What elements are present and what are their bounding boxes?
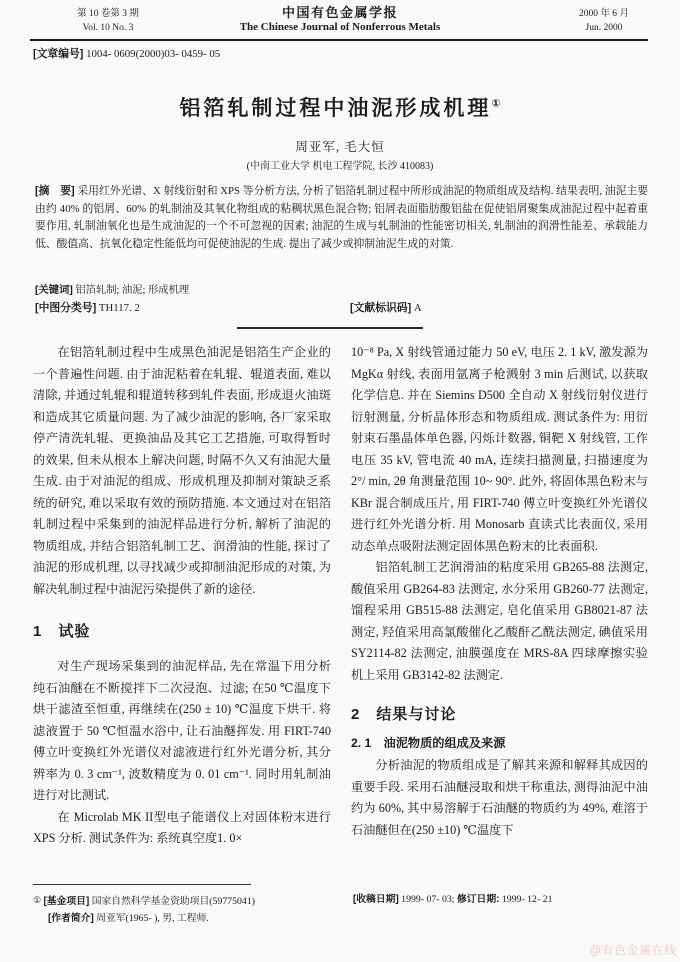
footnote	[33, 892, 660, 927]
abstract-label: [摘 要]	[35, 185, 75, 197]
doc-code-label: [文献标识码]	[350, 302, 412, 314]
section-divider-rule	[237, 327, 423, 329]
affiliation: (中南工业大学 机电工程学院, 长沙 410083)	[246, 161, 434, 172]
footnote-row-2	[48, 911, 660, 928]
authors: 周亚军, 毛大恒	[295, 140, 385, 154]
journal-title-en: The Chinese Journal of Nonferrous Metals	[239, 21, 441, 33]
left-column	[33, 342, 331, 850]
intro-paragraph: 在铝箔轧制过程中生成黑色油泥是铝箔生产企业的一个普遍性问题. 由于油泥粘着在轧辊、辊道表面, 难以清除, 并通过轧辊和辊道转移到轧件表面, 形成退火油斑和造成其它质量问题. 为了减少油泥的影响, 各厂家采取停产清洗轧辊、更换油品及其它工艺措施, 可取得暂时的效果, 但未从根本上解决问题, 时隔不久又有油泥大量生成. 由于对油泥的组成、形成机理及抑制对策缺乏系统的研究, 难以采取有效的预防措施. 本文通过对在铝箔轧制过程中采集到的油泥样品进行分析, 解析了油泥的物质组成, 并结合铝箔轧制工艺、润滑油的性能, 探讨了油泥的形成机理, 以寻找减少或抑制油泥形成的对策, 为解决轧制过程中油泥污染提供了新的途径.	[33, 345, 331, 596]
revised-date: 1999- 12- 21	[499, 894, 553, 905]
right-column	[351, 342, 648, 841]
doc-code-group	[350, 300, 422, 315]
section-2-heading: 2 结果与讨论	[351, 706, 457, 723]
clc-label: [中图分类号]	[35, 302, 97, 314]
received-label: [收稿日期]	[353, 894, 399, 905]
section-1-paragraph-2-continued: 10⁻⁸ Pa, X 射线管通过能力 50 eV, 电压 2. 1 kV, 激发源为 MgKα 射线, 表面用氩离子枪溅射 3 min 后测试, 以获取化学信息. 并在 Siemins D500 全自动 X 射线衍射仪进行衍射测量, 分析晶体形态和物质组成. 测试条件为: 用衍射束石墨晶体单色器, 闪烁计数器, 铜靶 X 射线管, 工作电压 35 kV, 管电流 40 mA, 连续扫描测量, 扫描速度为 2°/ min, 2θ 角测量范围 10~ 90°. 此外, 将固体黑色粉末与 KBr 混合制成压片, 用 FIRT-740 傅立叶变换红外光谱仪进行红外光谱分析. 用 Monosarb 直读式比表面仪, 采用动态单点吸附法测定固体黑色粉末的比表面积.	[351, 345, 648, 553]
footnote-rule	[33, 884, 251, 885]
fund-text: 国家自然科学基金资助项目(59775041)	[89, 896, 255, 907]
title-text: 铝箔轧制过程中油泥形成机理	[179, 97, 492, 120]
date-cn: 2000 年 6 月	[579, 9, 629, 19]
journal-title-cn: 中国有色金属学报	[281, 5, 398, 20]
section-1-paragraph-2: 在 Microlab MK II型电子能谱仪上对固体粉末进行 XPS 分析. 测试条件为: 系统真空度1. 0×	[33, 809, 331, 845]
abstract	[35, 183, 648, 253]
revised-label: 修订日期:	[456, 894, 500, 905]
header-date	[554, 7, 654, 35]
keywords-label: [关键词]	[35, 285, 73, 296]
footnote-row-1	[33, 892, 660, 911]
fund-label: [基金项目]	[43, 896, 90, 907]
volume-en: Vol. 10 No. 3	[82, 23, 134, 33]
title-footnote-mark: ①	[491, 98, 501, 110]
article-number-row	[33, 46, 220, 61]
page-title	[0, 92, 680, 122]
doc-code-value: A	[411, 302, 422, 314]
section-1-heading: 1 试验	[33, 623, 91, 640]
bio-text: 周亚军(1965- ), 男, 工程师.	[93, 912, 209, 924]
section-2-1-heading: 2. 1 油泥物质的组成及来源	[351, 736, 506, 750]
dates-group	[353, 892, 552, 909]
clc-value: TH117. 2	[96, 302, 140, 314]
site-watermark: @有色金属在线	[589, 945, 677, 957]
classification-row	[35, 300, 648, 315]
keywords-text: 铝箔轧制; 油泥; 形成机理	[72, 285, 190, 296]
keywords-row	[35, 281, 648, 296]
section-1-paragraph-1: 对生产现场采集到的油泥样品, 先在常温下用分析纯石油醚在不断搅拌下二次浸泡、过滤; 在50 ℃温度下烘干滤渣至恒重, 再继续在(250 ± 10) ℃温度下烘干. 将滤液置于 50 ℃恒温水浴中, 让石油醚挥发. 用 FIRT-740 傅立叶变换红外光谱仪对滤液进行红外光谱分析, 其分辨率为 0. 3 cm⁻¹, 波数精度为 0. 01 cm⁻¹. 同时用轧制油进行对比测试.	[33, 659, 331, 802]
volume-cn: 第 10 卷第 3 期	[77, 9, 139, 19]
section-1-paragraph-3: 铝箔轧制工艺润滑油的粘度采用 GB265-88 法测定, 酸值采用 GB264-83 法测定, 水分采用 GB260-77 法测定, 馏程采用 GB515-88 法测定, 皂化值采用 GB8021-87 法测定, 羟值采用高氯酸催化乙酸酐乙酰法测定, 碘值采用 SY2114-82 法测定, 油膜强度在 MRS-8A 四球摩擦实验机上采用 GB3142-82 法测定.	[351, 560, 648, 682]
bio-label: [作者简介]	[48, 912, 94, 924]
section-2-1-paragraph: 分析油泥的物质组成是了解其来源和解释其成因的重要手段. 采用石油醚浸取和烘干称重法, 测得油泥中油约为 60%, 其中易溶解于石油醚的物质约为 49%, 难溶于石油醚但在(250 ±10) ℃温度下	[351, 758, 648, 837]
header-rule	[30, 39, 648, 41]
article-number-value: 1004- 0609(2000)03- 0459- 05	[86, 48, 221, 60]
article-number-label: [文章编号]	[33, 48, 84, 60]
received-date: 1999- 07- 03;	[398, 894, 457, 905]
abstract-text: 采用红外光谱、X 射线衍射和 XPS 等分析方法, 分析了铝箔轧制过程中所形成油泥的物质组成及结构. 结果表明, 油泥主要由约 40% 的铝屑、60% 的轧制油及其氧化物组成的粘稠状黑色混合物; 铝屑表面脂肪酸铝盐在促使铝屑聚集成油泥过程中起着重要作用, 轧制油氧化也是生成油泥的一个不可忽视的因素; 油泥的生成与轧制油的性能密切相关, 轧制油的润滑性能差、承载能力低、酸值高、抗氧化稳定性能低均可促使油泥的生成. 提出了减少或抑制油泥生成的对策.	[35, 185, 648, 250]
footnote-mark: ①	[33, 895, 42, 905]
date-en: Jun. 2000	[585, 23, 623, 33]
clc-group	[35, 302, 140, 314]
